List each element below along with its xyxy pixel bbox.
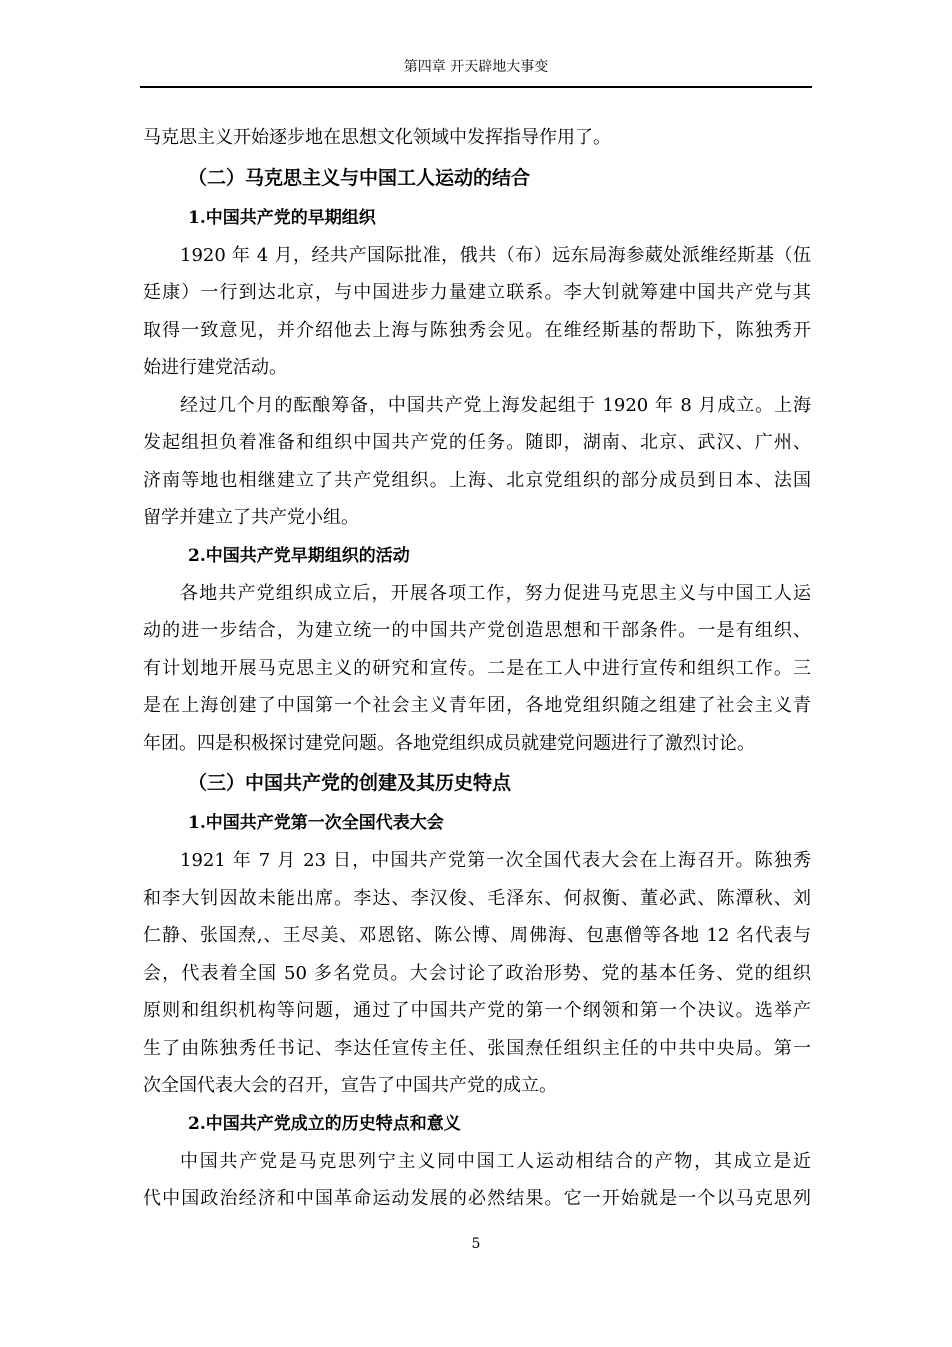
header-rule <box>140 86 812 88</box>
paragraph <box>143 1143 811 1218</box>
subsection-heading-significance: 2.中国共产党成立的历史特点和意义 <box>188 1113 461 1134</box>
paragraph-line: 代中国政治经济和中国革命运动发展的必然结果。它一开始就是一个以马克思列 <box>143 1188 811 1209</box>
section-heading-2: （二）马克思主义与中国工人运动的结合 <box>188 166 531 189</box>
paragraph-line: 1920 年 4 月，经共产国际批准，俄共（布）远东局海参葳处派维经斯基（伍 <box>180 244 811 266</box>
paragraph-line: 1921 年 7 月 23 日，中国共产党第一次全国代表大会在上海召开。陈独秀 <box>180 850 811 871</box>
paragraph-line: 会，代表着全国 50 多名党员。大会讨论了政治形势、党的基本任务、党的组织 <box>143 962 811 984</box>
continuation-line: 马克思主义开始逐步地在思想文化领域中发挥指导作用了。 <box>143 127 611 148</box>
paragraph-line: 仁静、张国焘,、王尽美、邓恩铭、陈公博、周佛海、包惠僧等各地 12 名代表与 <box>143 925 811 946</box>
subsection-heading-first-congress: 1.中国共产党第一次全国代表大会 <box>188 813 444 833</box>
paragraph-line: 始进行建党活动。 <box>143 357 287 378</box>
paragraph-line: 和李大钊因故未能出席。李达、李汉俊、毛泽东、何叔衡、董必武、陈潭秋、刘 <box>143 887 811 909</box>
paragraph-line: 中国共产党是马克思列宁主义同中国工人运动相结合的产物，其成立是近 <box>180 1150 811 1172</box>
subsection-heading-early-organization: 1.中国共产党的早期组织 <box>188 207 376 228</box>
paragraph <box>143 387 811 537</box>
paragraph <box>143 237 811 387</box>
paragraph-line: 次全国代表大会的召开，宣告了中国共产党的成立。 <box>143 1075 557 1096</box>
paragraph-line: 发起组担负着准备和组织中国共产党的任务。随即，湖南、北京、武汉、广州、 <box>143 432 811 453</box>
subsection-heading-early-activities: 2.中国共产党早期组织的活动 <box>188 545 410 566</box>
page-number: 5 <box>471 1236 481 1252</box>
paragraph-line: 年团。四是积极探讨建党问题。各地党组织成员就建党问题进行了激烈讨论。 <box>143 732 755 754</box>
page-body <box>143 119 811 1218</box>
paragraph-line: 是在上海创建了中国第一个社会主义青年团，各地党组织随之组建了社会主义青 <box>143 695 811 716</box>
paragraph-line: 各地共产党组织成立后，开展各项工作，努力促进马克思主义与中国工人运 <box>180 582 811 604</box>
paragraph-line: 济南等地也相继建立了共产党组织。上海、北京党组织的部分成员到日本、法国 <box>143 469 811 491</box>
paragraph <box>143 575 811 763</box>
paragraph <box>143 842 811 1105</box>
paragraph-line: 原则和组织机构等问题，通过了中国共产党的第一个纲领和第一个决议。选举产 <box>143 1000 811 1021</box>
section-heading-3: （三）中国共产党的创建及其历史特点 <box>188 772 512 794</box>
running-header: 第四章 开天辟地大事变 <box>403 59 549 75</box>
paragraph-line: 生了由陈独秀任书记、李达任宣传主任、张国焘任组织主任的中共中央局。第一 <box>143 1037 811 1059</box>
paragraph-line: 取得一致意见，并介绍他去上海与陈独秀会见。在维经斯基的帮助下，陈独秀开 <box>143 319 811 341</box>
paragraph-line: 经过几个月的酝酿筹备，中国共产党上海发起组于 1920 年 8 月成立。上海 <box>180 394 811 416</box>
paragraph-line: 廷康）一行到达北京，与中国进步力量建立联系。李大钊就筹建中国共产党与其 <box>143 282 811 303</box>
paragraph-line: 动的进一步结合，为建立统一的中国共产党创造思想和干部条件。一是有组织、 <box>143 620 811 641</box>
paragraph-line: 有计划地开展马克思主义的研究和宣传。二是在工人中进行宣传和组织工作。三 <box>143 657 811 679</box>
paragraph-line: 留学并建立了共产党小组。 <box>143 507 359 528</box>
